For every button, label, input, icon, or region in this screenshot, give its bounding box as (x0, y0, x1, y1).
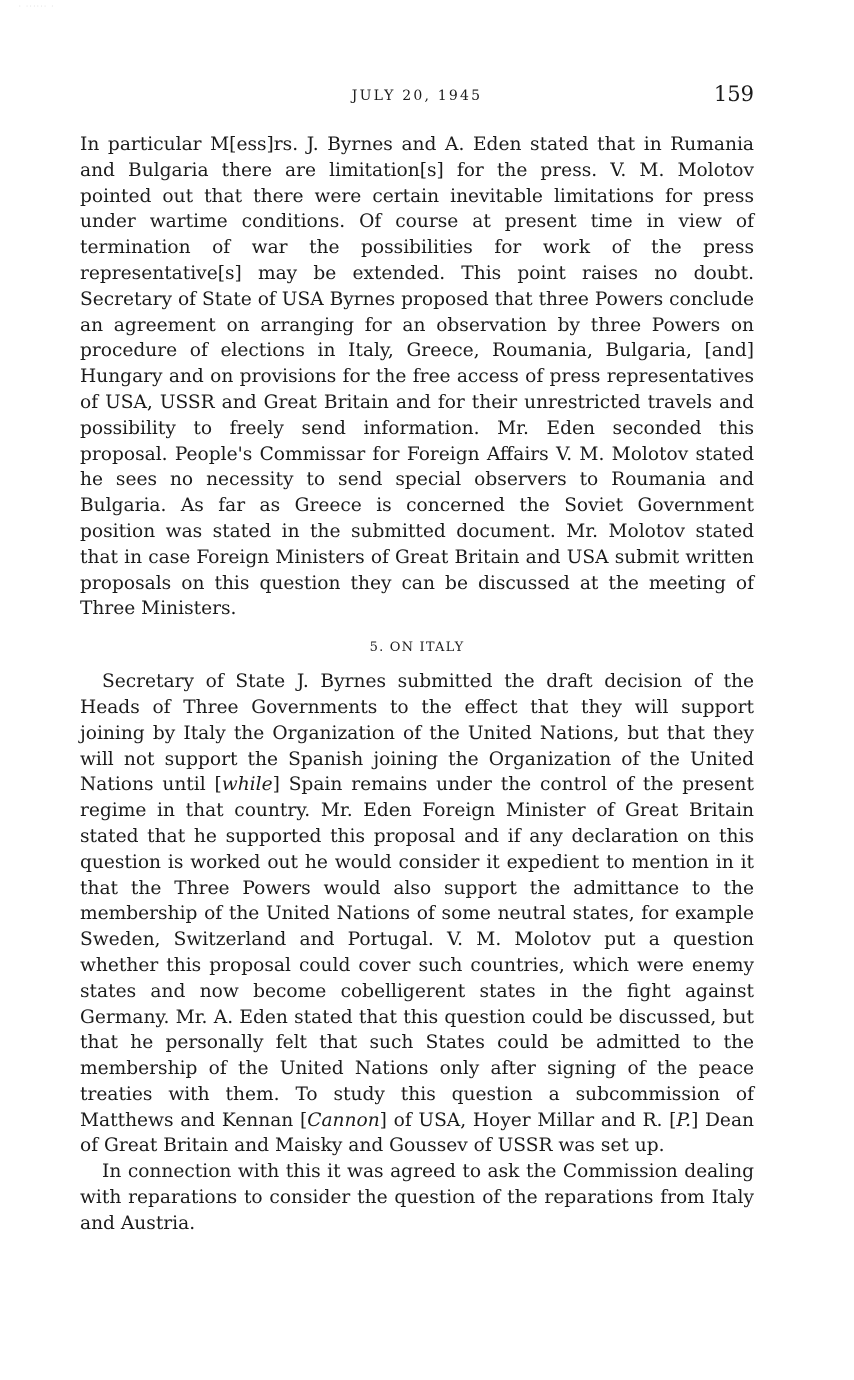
section-heading-on-italy: 5. ON ITALY (369, 640, 465, 656)
paragraph-press-limitations: In particular M[ess]rs. J. Byrnes and A. Eden stated that in Rumania and Bulgaria there are limitation[s] for the press. V. M. Molotov pointed out that there were certain inevitable limitations for press under wartime conditions. Of course at present time in view of termination of war the possibilities for work of the press representative[s] may be extended. This point raises no doubt. Secretary of State of USA Byrnes proposed that three Powers conclude an agreement on arranging for an observation by three Powers on procedure of elections in Italy, Greece, Roumania, Bulgaria, [and] Hungary and on provisions for the free access of press representatives of USA, USSR and Great Britain and for their unrestricted travels and possibility to freely send information. Mr. Eden seconded this proposal. People's Commissar for Foreign Affairs V. M. Molotov stated he sees no necessity to send special observers to Roumania and Bulgaria. As far as Greece is concerned the Soviet Government position was stated in the submitted document. Mr. Molotov stated that in case Foreign Ministers of Great Britain and USA submit written proposals on this question they can be discussed at the meeting of Three Ministers. (80, 134, 754, 620)
paragraph-text-segment: ] Spain remains under the control of the present regime in that country. Mr. Eden Foreign Minister of Great Britain stated that he supported this proposal and if any declaration on this question is worked out he would consider it expedient to mention in it that the Three Powers would also support the admittance to the membership of the United Nations of some neutral states, for example Sweden, Switzerland and Portugal. V. M. Molotov put a question whether this proposal could cover such countries, which were enemy states and now become cobelligerent states in the fight against Germany. Mr. A. Eden stated that this question could be discussed, but that he personally felt that such States could be admitted to the membership of the United Nations only after signing of the peace treaties with them. To study this question a subcommission of Matthews and Kennan [ (80, 774, 754, 1131)
paragraph-italy-un-membership (80, 669, 754, 1159)
paragraph-text-segment: ] of USA, Hoyer Millar and R. [ (379, 1109, 677, 1131)
running-head: JULY 20, 1945 (351, 88, 483, 104)
paragraph-reparations: In connection with this it was agreed to ask the Commission dealing with reparations to consider the question of the reparations from Italy and Austria. (80, 1161, 754, 1234)
paragraph-text-segment: ] Dean of Great Britain and Maisky and Goussev of USSR was set up. (80, 1109, 755, 1157)
editorial-italic-word: P. (676, 1109, 692, 1131)
page-number: 159 (713, 82, 754, 106)
document-page (80, 84, 754, 1237)
editorial-italic-word: while (221, 774, 273, 796)
page-header (80, 84, 754, 116)
editorial-italic-word: Cannon (307, 1109, 380, 1131)
paragraph-text-segment: Secretary of State J. Byrnes submitted the draft decision of the Heads of Three Governments to the effect that they will support joining by Italy the Organization of the United Nations, but that they will not support the Spanish joining the Organization of the United Nations until [ (80, 671, 754, 796)
scan-artifact-mark: · ······ · (18, 3, 55, 10)
